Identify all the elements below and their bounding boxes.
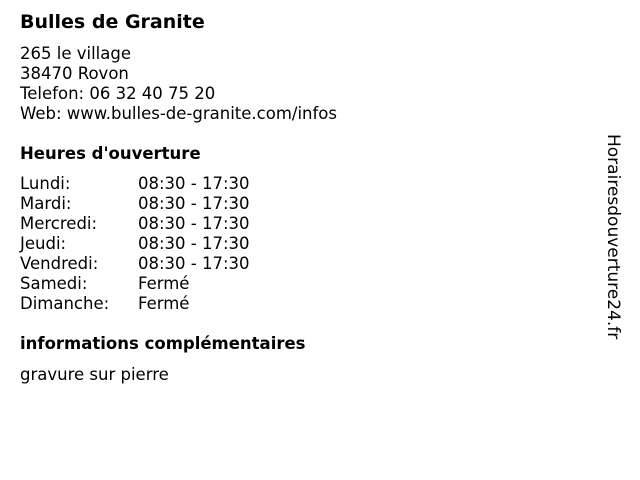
day-label: Dimanche: [20,294,110,313]
hours-row-sunday [20,294,250,314]
website-link[interactable]: Web: www.bulles-de-granite.com/infos [20,104,337,123]
postal-city: 38470 Rovon [20,64,129,83]
site-watermark: Horairesdouverture24.fr [603,134,623,340]
hours-row-saturday [20,274,250,294]
opening-hours-heading: Heures d'ouverture [20,144,201,163]
hours-row-friday [20,254,250,274]
day-label: Lundi: [20,174,71,193]
day-label: Jeudi: [20,234,67,253]
time-value: Fermé [138,294,190,313]
time-value: Fermé [138,274,190,293]
day-label: Mardi: [20,194,72,213]
day-label: Mercredi: [20,214,98,233]
phone-number: Telefon: 06 32 40 75 20 [20,84,216,103]
time-value: 08:30 - 17:30 [138,234,250,253]
address-block [20,44,337,124]
additional-info-text: gravure sur pierre [20,365,169,384]
day-label: Vendredi: [20,254,99,273]
hours-row-monday [20,174,250,194]
street-address: 265 le village [20,44,131,63]
time-value: 08:30 - 17:30 [138,194,250,213]
time-value: 08:30 - 17:30 [138,174,250,193]
hours-row-thursday [20,234,250,254]
hours-row-wednesday [20,214,250,234]
hours-row-tuesday [20,194,250,214]
day-label: Samedi: [20,274,88,293]
page-title: Bulles de Granite [20,11,205,33]
time-value: 08:30 - 17:30 [138,254,250,273]
additional-info-heading: informations complémentaires [20,334,306,353]
opening-hours-table [20,174,250,314]
time-value: 08:30 - 17:30 [138,214,250,233]
